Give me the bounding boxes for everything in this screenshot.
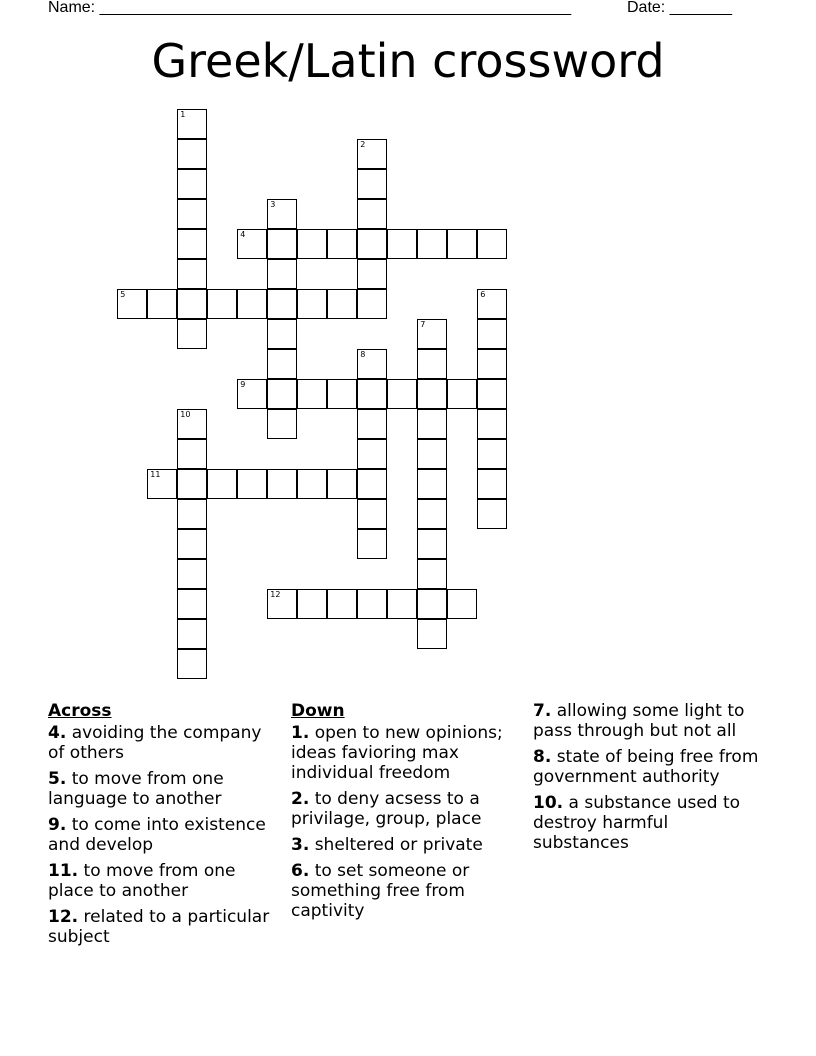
grid-cell[interactable] xyxy=(357,469,387,499)
clue-number-label: 11. xyxy=(48,861,79,881)
clue-number-label: 6. xyxy=(291,861,310,881)
grid-cell[interactable] xyxy=(477,439,507,469)
clue-item xyxy=(291,835,523,855)
grid-cell[interactable] xyxy=(357,409,387,439)
grid-cell[interactable] xyxy=(477,379,507,409)
grid-cell[interactable] xyxy=(267,319,297,349)
grid-cell[interactable] xyxy=(177,529,207,559)
across-heading: Across xyxy=(48,701,112,721)
grid-cell[interactable] xyxy=(417,409,447,439)
grid-cell[interactable] xyxy=(357,139,387,169)
grid-cell[interactable] xyxy=(177,589,207,619)
clue-text: avoiding the company of others xyxy=(48,723,262,763)
grid-cell[interactable] xyxy=(237,379,267,409)
clue-text: open to new opinions; ideas favioring max individual freedom xyxy=(291,723,503,783)
clue-number-label: 4. xyxy=(48,723,67,743)
clue-number: 10 xyxy=(180,410,191,420)
grid-cell[interactable] xyxy=(417,589,447,619)
grid-cell[interactable] xyxy=(327,589,357,619)
grid-cell[interactable] xyxy=(147,469,177,499)
clue-item xyxy=(533,701,765,741)
grid-cell[interactable] xyxy=(177,469,207,499)
grid-cell[interactable] xyxy=(177,169,207,199)
grid-cell[interactable] xyxy=(267,409,297,439)
grid-cell[interactable] xyxy=(387,229,417,259)
grid-cell[interactable] xyxy=(327,469,357,499)
grid-cell[interactable] xyxy=(477,349,507,379)
grid-cell[interactable] xyxy=(177,439,207,469)
clue-item xyxy=(48,907,280,947)
grid-cell[interactable] xyxy=(447,589,477,619)
grid-cell[interactable] xyxy=(177,619,207,649)
grid-cell[interactable] xyxy=(237,469,267,499)
clue-text: sheltered or private xyxy=(309,835,483,855)
grid-cell[interactable] xyxy=(177,559,207,589)
grid-cell[interactable] xyxy=(177,139,207,169)
clue-number: 8 xyxy=(360,350,366,360)
grid-cell[interactable] xyxy=(417,349,447,379)
clue-item xyxy=(48,861,280,901)
grid-cell[interactable] xyxy=(267,259,297,289)
grid-cell[interactable] xyxy=(297,289,327,319)
grid-cell[interactable] xyxy=(417,559,447,589)
grid-cell[interactable] xyxy=(267,469,297,499)
grid-cell[interactable] xyxy=(267,589,297,619)
grid-cell[interactable] xyxy=(297,589,327,619)
grid-cell[interactable] xyxy=(327,229,357,259)
clues-column-down-continued xyxy=(533,701,765,859)
grid-cell[interactable] xyxy=(357,199,387,229)
clues-column-down xyxy=(291,701,523,927)
clue-number-label: 1. xyxy=(291,723,310,743)
grid-cell[interactable] xyxy=(177,109,207,139)
clue-text: related to a particular subject xyxy=(48,907,270,947)
clue-text: to deny acsess to a privilage, group, place xyxy=(291,789,482,829)
clue-number: 6 xyxy=(480,290,486,300)
grid-cell[interactable] xyxy=(297,229,327,259)
clue-number: 5 xyxy=(120,290,126,300)
grid-cell[interactable] xyxy=(177,289,207,319)
clue-number-label: 10. xyxy=(533,793,564,813)
grid-cell[interactable] xyxy=(447,229,477,259)
clue-item xyxy=(291,723,523,783)
grid-cell[interactable] xyxy=(417,379,447,409)
clue-item xyxy=(48,815,280,855)
clue-text: to move from one place to another xyxy=(48,861,236,901)
grid-cell[interactable] xyxy=(447,379,477,409)
clue-number: 11 xyxy=(150,470,161,480)
clue-item xyxy=(533,747,765,787)
grid-cell[interactable] xyxy=(177,199,207,229)
clue-number-label: 5. xyxy=(48,769,67,789)
grid-cell[interactable] xyxy=(177,649,207,679)
grid-cell[interactable] xyxy=(417,529,447,559)
grid-cell[interactable] xyxy=(387,379,417,409)
clue-number-label: 7. xyxy=(533,701,552,721)
grid-cell[interactable] xyxy=(357,259,387,289)
clue-item xyxy=(291,789,523,829)
grid-cell[interactable] xyxy=(417,469,447,499)
clue-item xyxy=(48,769,280,809)
date-field-label: Date: _______ xyxy=(627,0,732,16)
grid-cell[interactable] xyxy=(267,349,297,379)
grid-cell[interactable] xyxy=(207,289,237,319)
grid-cell[interactable] xyxy=(327,289,357,319)
grid-cell[interactable] xyxy=(387,589,417,619)
grid-cell[interactable] xyxy=(207,469,237,499)
grid-cell[interactable] xyxy=(237,289,267,319)
grid-cell[interactable] xyxy=(477,499,507,529)
grid-cell[interactable] xyxy=(357,229,387,259)
page-title: Greek/Latin crossword xyxy=(151,34,665,88)
clue-number-label: 12. xyxy=(48,907,79,927)
name-field-label: Name: _____________________________________________________ xyxy=(48,0,572,16)
clue-number: 9 xyxy=(240,380,246,390)
grid-cell[interactable] xyxy=(267,229,297,259)
grid-cell[interactable] xyxy=(327,379,357,409)
grid-cell[interactable] xyxy=(417,619,447,649)
grid-cell[interactable] xyxy=(357,589,387,619)
clue-text: to set someone or something free from captivity xyxy=(291,861,470,921)
grid-cell[interactable] xyxy=(357,439,387,469)
clue-text: to come into existence and develop xyxy=(48,815,266,855)
clue-number: 4 xyxy=(240,230,246,240)
grid-cell[interactable] xyxy=(177,499,207,529)
clue-number-label: 3. xyxy=(291,835,310,855)
grid-cell[interactable] xyxy=(477,289,507,319)
grid-cell[interactable] xyxy=(267,379,297,409)
grid-cell[interactable] xyxy=(177,259,207,289)
grid-cell[interactable] xyxy=(147,289,177,319)
grid-cell[interactable] xyxy=(177,229,207,259)
clue-text: allowing some light to pass through but not all xyxy=(533,701,745,741)
clue-number: 3 xyxy=(270,200,276,210)
clue-text: to move from one language to another xyxy=(48,769,224,809)
clue-number: 7 xyxy=(420,320,426,330)
grid-cell[interactable] xyxy=(357,169,387,199)
grid-cell[interactable] xyxy=(477,469,507,499)
grid-cell[interactable] xyxy=(417,439,447,469)
grid-cell[interactable] xyxy=(417,229,447,259)
clue-item xyxy=(48,723,280,763)
grid-cell[interactable] xyxy=(267,199,297,229)
clue-number: 2 xyxy=(360,140,366,150)
down-heading: Down xyxy=(291,701,345,721)
grid-cell[interactable] xyxy=(177,319,207,349)
clue-text: state of being free from government authority xyxy=(533,747,759,787)
grid-cell[interactable] xyxy=(357,379,387,409)
clue-text: a substance used to destroy harmful substances xyxy=(533,793,741,853)
clue-number-label: 2. xyxy=(291,789,310,809)
grid-cell[interactable] xyxy=(417,319,447,349)
grid-cell[interactable] xyxy=(297,379,327,409)
clue-number-label: 8. xyxy=(533,747,552,767)
grid-cell[interactable] xyxy=(357,529,387,559)
clue-item xyxy=(291,861,523,921)
grid-cell[interactable] xyxy=(477,409,507,439)
grid-cell[interactable] xyxy=(417,499,447,529)
grid-cell[interactable] xyxy=(477,229,507,259)
grid-cell[interactable] xyxy=(297,469,327,499)
clue-item xyxy=(533,793,765,853)
grid-cell[interactable] xyxy=(267,289,297,319)
grid-cell[interactable] xyxy=(357,499,387,529)
grid-cell[interactable] xyxy=(477,319,507,349)
clue-number: 12 xyxy=(270,590,281,600)
grid-cell[interactable] xyxy=(357,289,387,319)
grid-cell[interactable] xyxy=(357,349,387,379)
clue-number-label: 9. xyxy=(48,815,67,835)
grid-cell[interactable] xyxy=(177,409,207,439)
grid-cell[interactable] xyxy=(237,229,267,259)
clues-column-across xyxy=(48,701,280,953)
grid-cell[interactable] xyxy=(117,289,147,319)
clue-number: 1 xyxy=(180,110,186,120)
